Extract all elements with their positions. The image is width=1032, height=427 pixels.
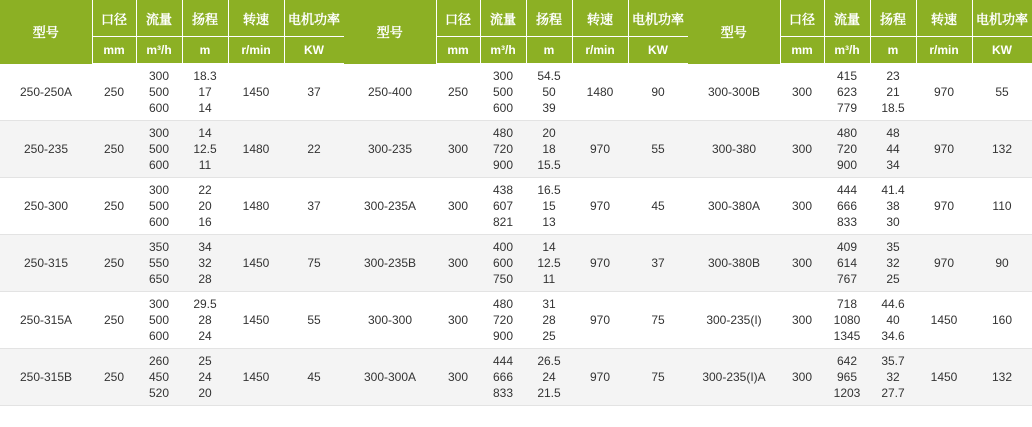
cell-speed: 1450 bbox=[228, 64, 284, 121]
cell-bore: 300 bbox=[436, 178, 480, 235]
cell-power: 75 bbox=[628, 349, 688, 406]
cell-bore: 250 bbox=[92, 178, 136, 235]
cell-flow: 480 720 900 bbox=[824, 121, 870, 178]
cell-bore: 300 bbox=[436, 121, 480, 178]
cell-head: 35.7 32 27.7 bbox=[870, 349, 916, 406]
cell-power: 90 bbox=[628, 64, 688, 121]
col-unit-head: m bbox=[870, 37, 916, 64]
table-body-2 bbox=[344, 64, 688, 406]
col-header-speed: 转速 bbox=[916, 0, 972, 37]
col-header-power: 电机功率 bbox=[972, 0, 1032, 37]
col-header-flow: 流量 bbox=[136, 0, 182, 37]
cell-bore: 300 bbox=[436, 235, 480, 292]
cell-head: 44.6 40 34.6 bbox=[870, 292, 916, 349]
cell-model: 300-235 bbox=[344, 121, 436, 178]
cell-head: 41.4 38 30 bbox=[870, 178, 916, 235]
col-unit-flow: m³/h bbox=[136, 37, 182, 64]
cell-speed: 1450 bbox=[228, 235, 284, 292]
table-body-3 bbox=[688, 64, 1032, 406]
col-header-speed: 转速 bbox=[572, 0, 628, 37]
cell-bore: 300 bbox=[436, 292, 480, 349]
col-unit-speed: r/min bbox=[572, 37, 628, 64]
table-row bbox=[344, 121, 688, 178]
col-unit-speed: r/min bbox=[916, 37, 972, 64]
cell-model: 300-235(I)A bbox=[688, 349, 780, 406]
table-row bbox=[344, 64, 688, 121]
cell-flow: 300 500 600 bbox=[136, 292, 182, 349]
cell-flow: 480 720 900 bbox=[480, 121, 526, 178]
cell-power: 37 bbox=[284, 64, 344, 121]
cell-model: 250-400 bbox=[344, 64, 436, 121]
cell-speed: 1480 bbox=[228, 178, 284, 235]
cell-bore: 300 bbox=[780, 121, 824, 178]
col-unit-flow: m³/h bbox=[824, 37, 870, 64]
col-unit-bore: mm bbox=[436, 37, 480, 64]
cell-head: 14 12.5 11 bbox=[526, 235, 572, 292]
col-header-bore: 口径 bbox=[92, 0, 136, 37]
cell-power: 75 bbox=[628, 292, 688, 349]
cell-head: 18.3 17 14 bbox=[182, 64, 228, 121]
cell-head: 22 20 16 bbox=[182, 178, 228, 235]
cell-speed: 970 bbox=[916, 235, 972, 292]
cell-flow: 718 1080 1345 bbox=[824, 292, 870, 349]
col-unit-head: m bbox=[182, 37, 228, 64]
col-unit-speed: r/min bbox=[228, 37, 284, 64]
col-header-power: 电机功率 bbox=[628, 0, 688, 37]
cell-speed: 1450 bbox=[228, 349, 284, 406]
cell-flow: 260 450 520 bbox=[136, 349, 182, 406]
cell-power: 55 bbox=[628, 121, 688, 178]
cell-power: 22 bbox=[284, 121, 344, 178]
cell-speed: 1450 bbox=[916, 349, 972, 406]
table-body-1 bbox=[0, 64, 344, 406]
table-row bbox=[0, 235, 344, 292]
table-row bbox=[688, 121, 1032, 178]
table-row bbox=[0, 64, 344, 121]
cell-flow: 415 623 779 bbox=[824, 64, 870, 121]
col-unit-flow: m³/h bbox=[480, 37, 526, 64]
cell-bore: 300 bbox=[780, 235, 824, 292]
cell-model: 300-380 bbox=[688, 121, 780, 178]
cell-power: 55 bbox=[284, 292, 344, 349]
col-header-model: 型号 bbox=[344, 0, 436, 64]
cell-speed: 970 bbox=[916, 121, 972, 178]
cell-flow: 480 720 900 bbox=[480, 292, 526, 349]
cell-power: 45 bbox=[284, 349, 344, 406]
col-header-bore: 口径 bbox=[780, 0, 824, 37]
cell-power: 55 bbox=[972, 64, 1032, 121]
cell-flow: 300 500 600 bbox=[136, 121, 182, 178]
cell-model: 300-235(I) bbox=[688, 292, 780, 349]
cell-speed: 970 bbox=[572, 349, 628, 406]
col-unit-bore: mm bbox=[780, 37, 824, 64]
table-row bbox=[0, 349, 344, 406]
table-header-3 bbox=[688, 0, 1032, 64]
col-header-head: 扬程 bbox=[870, 0, 916, 37]
col-header-head: 扬程 bbox=[526, 0, 572, 37]
table-row bbox=[344, 235, 688, 292]
cell-power: 90 bbox=[972, 235, 1032, 292]
cell-model: 250-315B bbox=[0, 349, 92, 406]
cell-head: 20 18 15.5 bbox=[526, 121, 572, 178]
col-header-model: 型号 bbox=[688, 0, 780, 64]
table-row bbox=[688, 292, 1032, 349]
cell-bore: 300 bbox=[780, 178, 824, 235]
cell-bore: 300 bbox=[436, 349, 480, 406]
cell-model: 300-300A bbox=[344, 349, 436, 406]
cell-head: 54.5 50 39 bbox=[526, 64, 572, 121]
cell-head: 14 12.5 11 bbox=[182, 121, 228, 178]
cell-power: 160 bbox=[972, 292, 1032, 349]
cell-flow: 444 666 833 bbox=[480, 349, 526, 406]
col-header-power: 电机功率 bbox=[284, 0, 344, 37]
cell-head: 34 32 28 bbox=[182, 235, 228, 292]
table-header-2 bbox=[344, 0, 688, 64]
cell-speed: 970 bbox=[572, 178, 628, 235]
cell-bore: 300 bbox=[780, 64, 824, 121]
col-header-bore: 口径 bbox=[436, 0, 480, 37]
col-header-flow: 流量 bbox=[824, 0, 870, 37]
spec-table-block-2 bbox=[344, 0, 688, 427]
cell-bore: 300 bbox=[780, 349, 824, 406]
table-row bbox=[0, 292, 344, 349]
cell-bore: 250 bbox=[92, 121, 136, 178]
cell-model: 250-315A bbox=[0, 292, 92, 349]
cell-head: 29.5 28 24 bbox=[182, 292, 228, 349]
col-unit-power: KW bbox=[284, 37, 344, 64]
cell-flow: 350 550 650 bbox=[136, 235, 182, 292]
cell-flow: 300 500 600 bbox=[480, 64, 526, 121]
cell-bore: 250 bbox=[92, 349, 136, 406]
cell-model: 300-235A bbox=[344, 178, 436, 235]
cell-model: 300-300 bbox=[344, 292, 436, 349]
spec-table-2 bbox=[344, 0, 689, 406]
spec-table-block-3 bbox=[688, 0, 1032, 427]
table-row bbox=[0, 178, 344, 235]
cell-speed: 1450 bbox=[228, 292, 284, 349]
cell-power: 45 bbox=[628, 178, 688, 235]
spec-table-block-1 bbox=[0, 0, 344, 427]
cell-flow: 409 614 767 bbox=[824, 235, 870, 292]
cell-power: 110 bbox=[972, 178, 1032, 235]
cell-flow: 300 500 600 bbox=[136, 64, 182, 121]
cell-speed: 970 bbox=[572, 235, 628, 292]
cell-speed: 970 bbox=[572, 121, 628, 178]
spec-table-3 bbox=[688, 0, 1032, 406]
cell-model: 300-380B bbox=[688, 235, 780, 292]
cell-flow: 438 607 821 bbox=[480, 178, 526, 235]
cell-flow: 300 500 600 bbox=[136, 178, 182, 235]
col-unit-head: m bbox=[526, 37, 572, 64]
col-unit-power: KW bbox=[628, 37, 688, 64]
table-row bbox=[0, 121, 344, 178]
cell-flow: 444 666 833 bbox=[824, 178, 870, 235]
cell-model: 300-300B bbox=[688, 64, 780, 121]
cell-bore: 300 bbox=[780, 292, 824, 349]
cell-bore: 250 bbox=[92, 292, 136, 349]
cell-head: 25 24 20 bbox=[182, 349, 228, 406]
cell-head: 23 21 18.5 bbox=[870, 64, 916, 121]
cell-bore: 250 bbox=[436, 64, 480, 121]
table-row bbox=[344, 349, 688, 406]
cell-speed: 1480 bbox=[228, 121, 284, 178]
cell-head: 26.5 24 21.5 bbox=[526, 349, 572, 406]
cell-model: 250-300 bbox=[0, 178, 92, 235]
cell-power: 132 bbox=[972, 121, 1032, 178]
cell-head: 35 32 25 bbox=[870, 235, 916, 292]
col-header-speed: 转速 bbox=[228, 0, 284, 37]
cell-head: 31 28 25 bbox=[526, 292, 572, 349]
cell-speed: 1450 bbox=[916, 292, 972, 349]
table-row bbox=[344, 178, 688, 235]
cell-power: 132 bbox=[972, 349, 1032, 406]
table-row bbox=[688, 349, 1032, 406]
spec-table-1 bbox=[0, 0, 345, 406]
table-row bbox=[688, 178, 1032, 235]
cell-model: 300-235B bbox=[344, 235, 436, 292]
table-row bbox=[688, 235, 1032, 292]
cell-head: 16.5 15 13 bbox=[526, 178, 572, 235]
col-header-model: 型号 bbox=[0, 0, 92, 64]
cell-speed: 970 bbox=[572, 292, 628, 349]
cell-model: 250-315 bbox=[0, 235, 92, 292]
cell-flow: 642 965 1203 bbox=[824, 349, 870, 406]
cell-flow: 400 600 750 bbox=[480, 235, 526, 292]
table-row bbox=[688, 64, 1032, 121]
table-header-1 bbox=[0, 0, 344, 64]
cell-model: 250-235 bbox=[0, 121, 92, 178]
col-unit-bore: mm bbox=[92, 37, 136, 64]
cell-speed: 970 bbox=[916, 178, 972, 235]
table-row bbox=[344, 292, 688, 349]
cell-speed: 1480 bbox=[572, 64, 628, 121]
cell-model: 250-250A bbox=[0, 64, 92, 121]
cell-power: 37 bbox=[284, 178, 344, 235]
col-unit-power: KW bbox=[972, 37, 1032, 64]
cell-bore: 250 bbox=[92, 64, 136, 121]
cell-head: 48 44 34 bbox=[870, 121, 916, 178]
cell-bore: 250 bbox=[92, 235, 136, 292]
cell-model: 300-380A bbox=[688, 178, 780, 235]
cell-speed: 970 bbox=[916, 64, 972, 121]
cell-power: 37 bbox=[628, 235, 688, 292]
col-header-head: 扬程 bbox=[182, 0, 228, 37]
col-header-flow: 流量 bbox=[480, 0, 526, 37]
cell-power: 75 bbox=[284, 235, 344, 292]
